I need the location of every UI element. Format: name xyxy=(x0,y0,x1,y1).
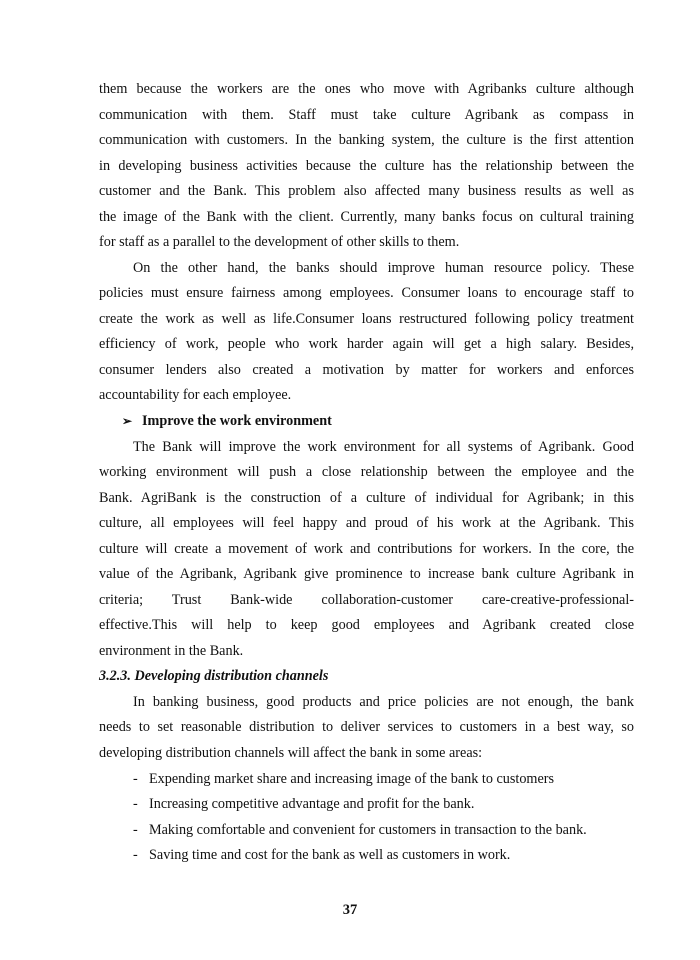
dash-bullet-icon: - xyxy=(133,822,138,838)
arrow-bullet-icon: ➢ xyxy=(122,414,133,428)
text-line: criteria; Trust Bank-wide collaboration-customer care-creative-professional- xyxy=(99,592,634,608)
text-line: communication with customers. In the banking system, the culture is the first attention xyxy=(99,132,634,148)
page-number: 37 xyxy=(342,902,358,918)
list-item-text: Expending market share and increasing image of the bank to customers xyxy=(149,771,555,787)
text-line: value of the Agribank, Agribank give prominence to increase bank culture Agribank in xyxy=(99,566,634,582)
text-line: effective.This will help to keep good employees and Agribank created close xyxy=(99,617,634,633)
text-line: culture, all employees will feel happy and proud of his work at the Agribank. This xyxy=(99,515,634,531)
dash-bullet-icon: - xyxy=(133,847,138,863)
text-line: The Bank will improve the work environment for all systems of Agribank. Good xyxy=(133,439,634,455)
text-line: culture will create a movement of work and contributions for workers. In the core, the xyxy=(99,541,634,557)
text-line: the image of the Bank with the client. Currently, many banks focus on cultural training xyxy=(99,209,634,225)
text-line: customer and the Bank. This problem also affected many business results as well as xyxy=(99,183,634,199)
text-line: Bank. AgriBank is the construction of a culture of individual for Agribank; in this xyxy=(99,490,634,506)
text-line: accountability for each employee. xyxy=(99,387,292,403)
text-line: efficiency of work, people who work harder again will get a high salary. Besides, xyxy=(99,336,634,352)
text-line: for staff as a parallel to the development of other skills to them. xyxy=(99,234,460,250)
list-item-text: Saving time and cost for the bank as well as customers in work. xyxy=(149,847,511,863)
text-line: developing distribution channels will affect the bank in some areas: xyxy=(99,745,483,761)
subheading-text: Improve the work environment xyxy=(142,413,332,429)
section-heading: 3.2.3. Developing distribution channels xyxy=(99,668,329,684)
text-line: communication with them. Staff must take culture Agribank as compass in xyxy=(99,107,634,123)
dash-bullet-icon: - xyxy=(133,796,138,812)
text-line: policies must ensure fairness among employees. Consumer loans to encourage staff to xyxy=(99,285,634,301)
text-line: In banking business, good products and price policies are not enough, the bank xyxy=(133,694,634,710)
text-line: On the other hand, the banks should improve human resource policy. These xyxy=(133,260,634,276)
text-line: working environment will push a close relationship between the employee and the xyxy=(99,464,634,480)
list-item-text: Making comfortable and convenient for customers in transaction to the bank. xyxy=(149,822,587,838)
text-line: needs to set reasonable distribution to deliver services to customers in a best way, so xyxy=(99,719,634,735)
text-line: environment in the Bank. xyxy=(99,643,244,659)
text-line: consumer lenders also created a motivation by matter for workers and enforces xyxy=(99,362,634,378)
list-item-text: Increasing competitive advantage and profit for the bank. xyxy=(149,796,475,812)
text-line: create the work as well as life.Consumer loans restructured following policy treatment xyxy=(99,311,634,327)
text-line: them because the workers are the ones who move with Agribanks culture although xyxy=(99,81,634,97)
text-line: in developing business activities because the culture has the relationship between the xyxy=(99,158,634,174)
dash-bullet-icon: - xyxy=(133,771,138,787)
